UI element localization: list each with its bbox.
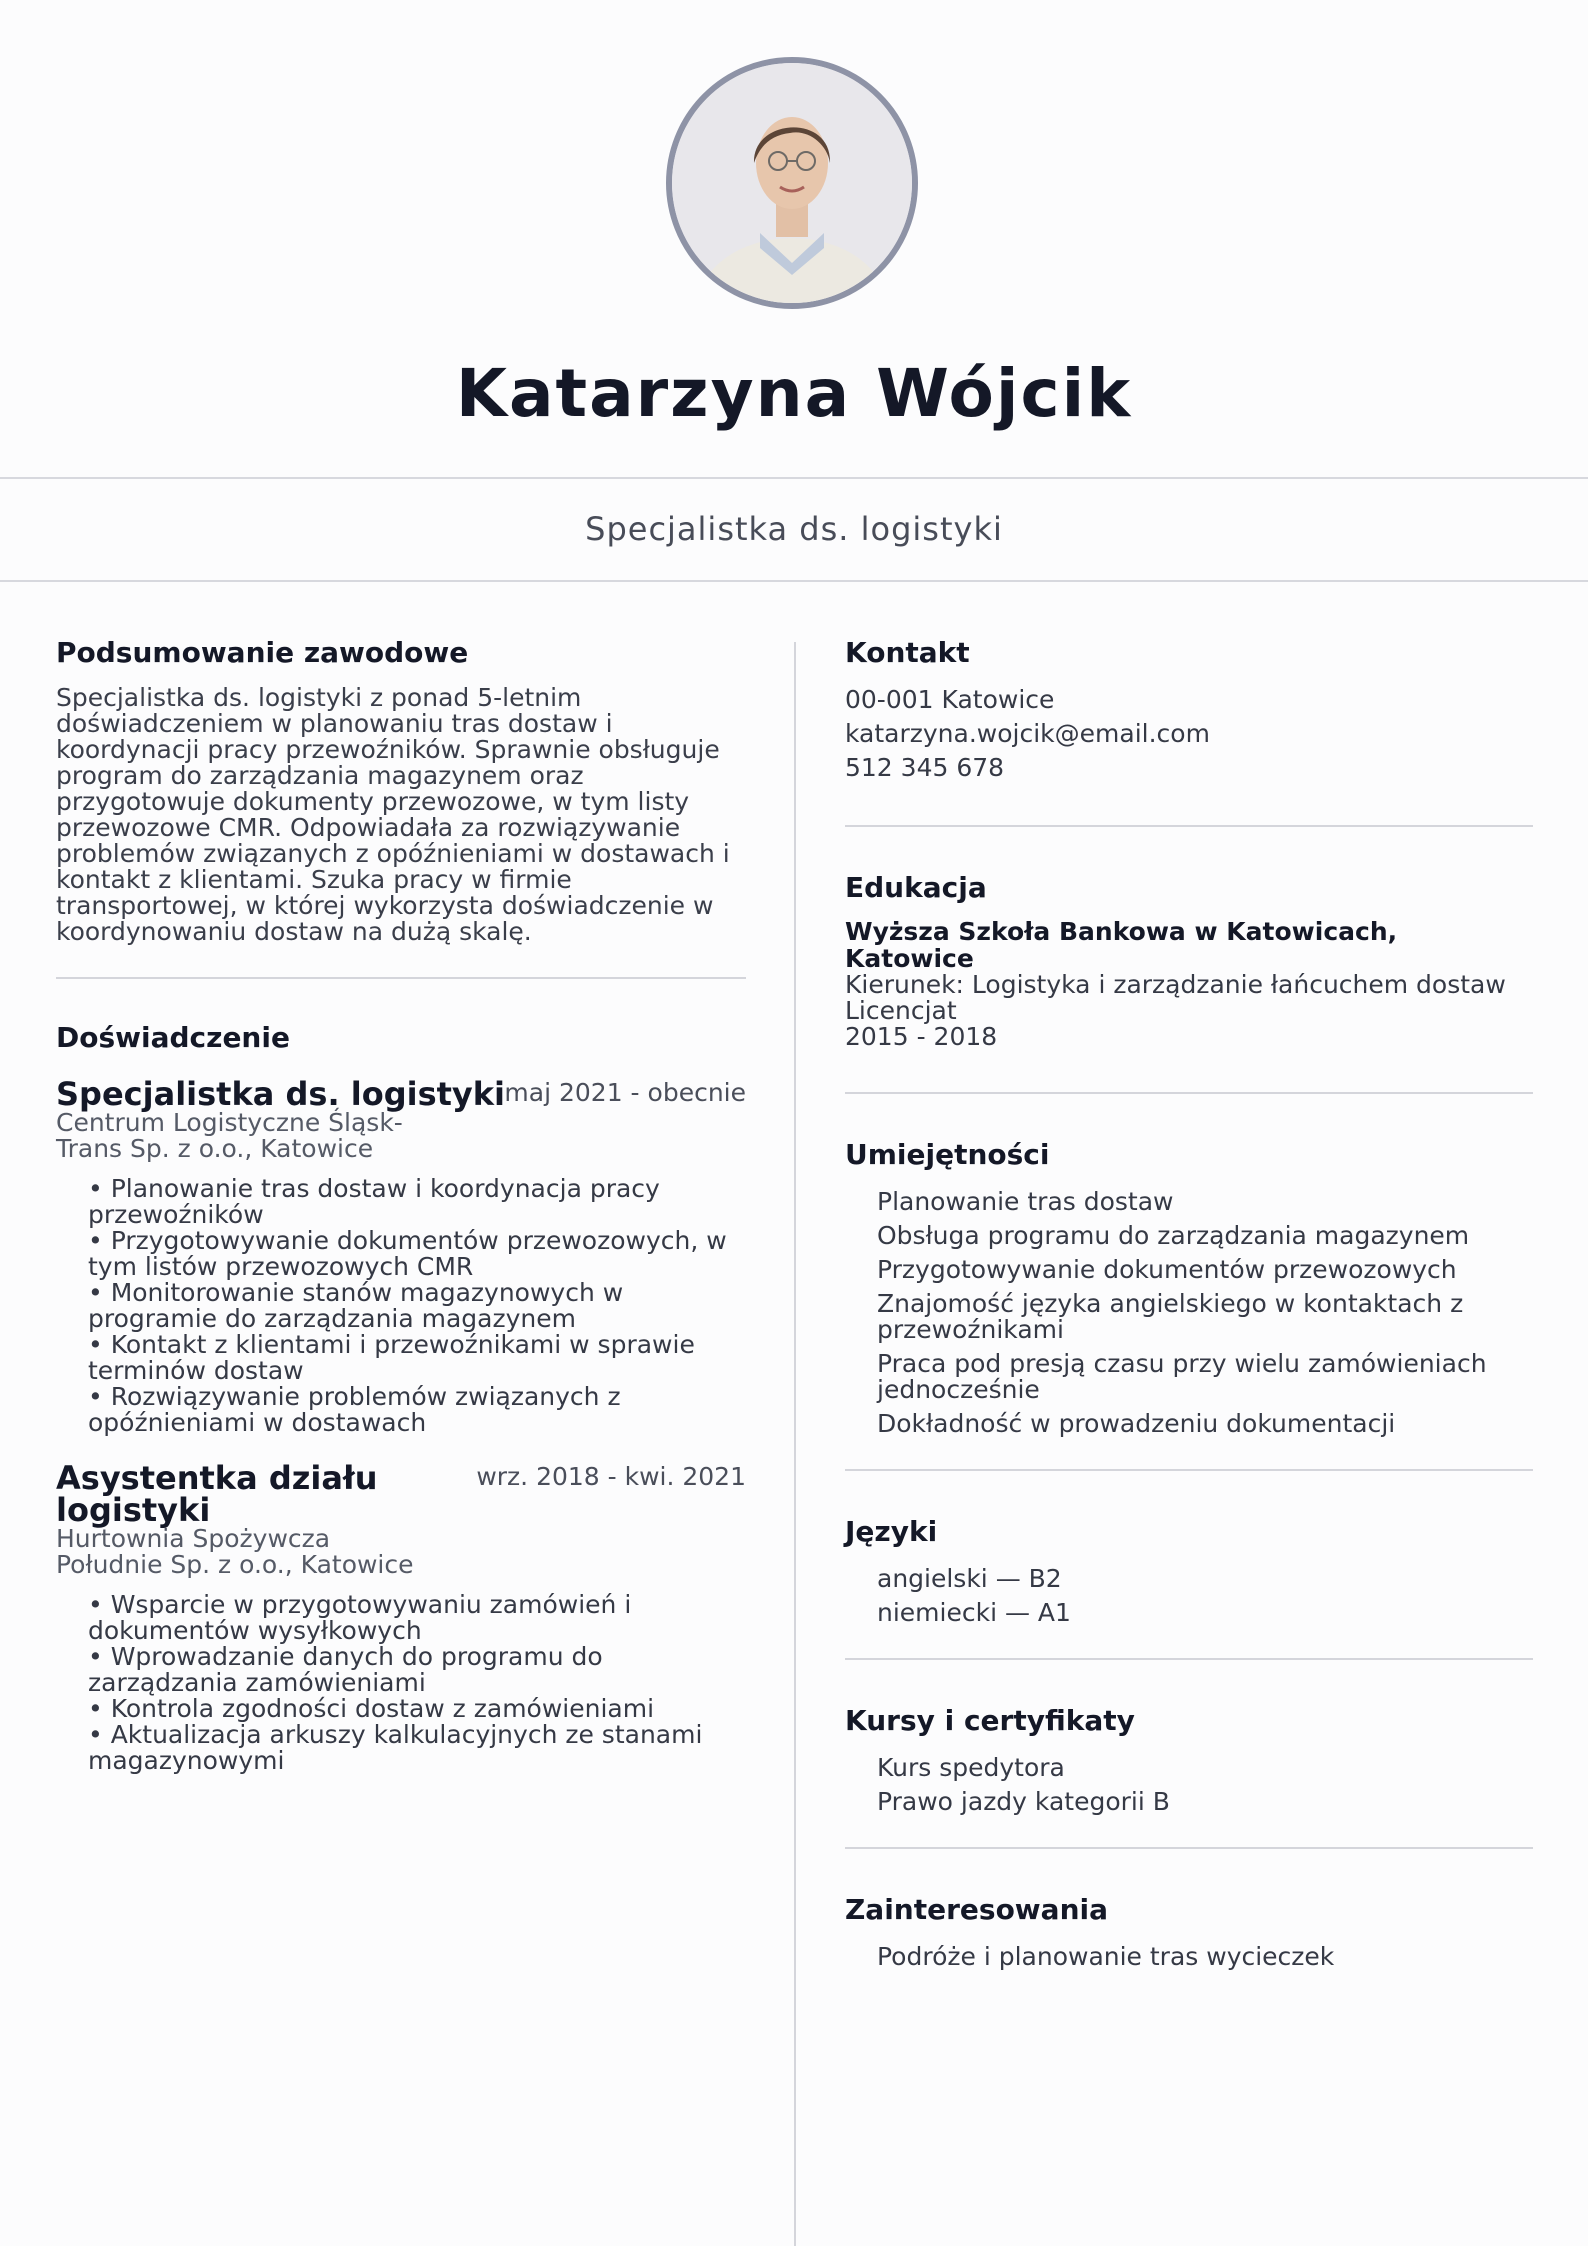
job-bullet: • Rozwiązywanie problemów związanych z opóźnieniami w dostawach bbox=[88, 1382, 621, 1437]
job-company-line: Trans Sp. z o.o., Katowice bbox=[56, 1134, 374, 1163]
course-item: Prawo jazdy kategorii B bbox=[877, 1787, 1170, 1816]
languages-heading: Języki bbox=[845, 1515, 938, 1548]
profile-photo bbox=[666, 57, 918, 309]
education-field: Kierunek: Logistyka i zarządzanie łańcuchem dostaw bbox=[845, 970, 1506, 999]
job-bullet: • Przygotowywanie dokumentów przewozowych, w tym listów przewozowych CMR bbox=[88, 1226, 727, 1281]
job-bullets bbox=[88, 1176, 746, 1436]
skill-item: Praca pod presją czasu przy wielu zamówieniach jednocześnie bbox=[877, 1349, 1487, 1404]
languages-list bbox=[877, 1566, 1533, 1626]
interests-heading: Zainteresowania bbox=[845, 1893, 1108, 1926]
job-company bbox=[56, 1526, 746, 1578]
job-bullets bbox=[88, 1592, 746, 1774]
job-entry bbox=[56, 1459, 746, 1775]
job-bullet: • Kontrola zgodności dostaw z zamówieniami bbox=[88, 1694, 655, 1723]
language-item: angielski — B2 bbox=[877, 1564, 1062, 1593]
job-title-subtitle: Specjalistka ds. logistyki bbox=[585, 510, 1003, 548]
job-entry bbox=[56, 1075, 746, 1437]
job-bullet: • Planowanie tras dostaw i koordynacja pracy przewoźników bbox=[88, 1174, 660, 1229]
skill-item: Obsługa programu do zarządzania magazynem bbox=[877, 1221, 1470, 1250]
skill-item: Znajomość języka angielskiego w kontaktach z przewoźnikami bbox=[877, 1289, 1464, 1344]
job-title-line: Asystentka działu bbox=[56, 1459, 378, 1497]
job-bullet: • Wprowadzanie danych do programu do zarządzania zamówieniami bbox=[88, 1642, 603, 1697]
job-company-line: Hurtownia Spożywcza bbox=[56, 1524, 331, 1553]
interests-list bbox=[877, 1944, 1533, 1970]
skill-item: Planowanie tras dostaw bbox=[877, 1187, 1174, 1216]
job-bullet: • Wsparcie w przygotowywaniu zamówień i dokumentów wysyłkowych bbox=[88, 1590, 632, 1645]
languages-separator bbox=[845, 1658, 1533, 1660]
experience-heading: Doświadczenie bbox=[56, 1021, 290, 1054]
job-bullet: • Monitorowanie stanów magazynowych w programie do zarządzania magazynem bbox=[88, 1278, 624, 1333]
job-company-line: Centrum Logistyczne Śląsk- bbox=[56, 1108, 403, 1137]
education-years: 2015 - 2018 bbox=[845, 1022, 998, 1051]
job-date: wrz. 2018 - kwi. 2021 bbox=[476, 1462, 746, 1491]
skills-list bbox=[877, 1189, 1533, 1437]
skill-item: Przygotowywanie dokumentów przewozowych bbox=[877, 1255, 1457, 1284]
job-title: Specjalistka ds. logistyki bbox=[56, 1075, 506, 1113]
education-heading: Edukacja bbox=[845, 871, 987, 904]
education-school: Wyższa Szkoła Bankowa w Katowicach, Katowice bbox=[845, 917, 1398, 973]
header-divider-top bbox=[0, 477, 1588, 479]
job-bullet: • Kontakt z klientami i przewoźnikami w sprawie terminów dostaw bbox=[88, 1330, 695, 1385]
courses-separator bbox=[845, 1847, 1533, 1849]
interest-item: Podróże i planowanie tras wycieczek bbox=[877, 1942, 1335, 1971]
education-degree: Licencjat bbox=[845, 996, 957, 1025]
contact-block bbox=[845, 683, 1533, 785]
contact-address: 00-001 Katowice bbox=[845, 685, 1055, 714]
summary-separator bbox=[56, 977, 746, 979]
education-entry bbox=[845, 918, 1533, 1050]
skills-heading: Umiejętności bbox=[845, 1138, 1050, 1171]
summary-text: Specjalistka ds. logistyki z ponad 5-letnim doświadczeniem w planowaniu tras dostaw i koordynacji pracy przewoźników. Sprawnie obsługuje program do zarządzania magazynem oraz przygotowuje dokumenty przewozowe, w tym listy przewozowe CMR. Odpowiadała za rozwiązywanie problemów związanych z opóźnieniami w dostawach i kontakt z klientami. Szuka pracy w firmie transportowej, w której wykorzysta doświadczenie w koordynowaniu dostaw na dużą skalę. bbox=[56, 683, 730, 946]
contact-heading: Kontakt bbox=[845, 636, 970, 669]
education-separator bbox=[845, 1092, 1533, 1094]
job-bullet: • Aktualizacja arkuszy kalkulacyjnych ze stanami magazynowymi bbox=[88, 1720, 703, 1775]
skills-separator bbox=[845, 1469, 1533, 1471]
job-date: maj 2021 - obecnie bbox=[504, 1078, 746, 1107]
contact-email[interactable]: katarzyna.wojcik@email.com bbox=[845, 719, 1210, 748]
profile-photo-illustration bbox=[672, 63, 912, 303]
header-divider-bottom bbox=[0, 580, 1588, 582]
right-column bbox=[845, 636, 1533, 1978]
column-divider bbox=[794, 642, 796, 2246]
contact-phone[interactable]: 512 345 678 bbox=[845, 753, 1005, 782]
skill-item: Dokładność w prowadzeniu dokumentacji bbox=[877, 1409, 1396, 1438]
courses-list bbox=[877, 1755, 1533, 1815]
candidate-name: Katarzyna Wójcik bbox=[455, 355, 1133, 432]
job-company-line: Południe Sp. z o.o., Katowice bbox=[56, 1550, 414, 1579]
contact-separator bbox=[845, 825, 1533, 827]
course-item: Kurs spedytora bbox=[877, 1753, 1065, 1782]
language-item: niemiecki — A1 bbox=[877, 1598, 1071, 1627]
courses-heading: Kursy i certyfikaty bbox=[845, 1704, 1135, 1737]
left-column bbox=[56, 636, 746, 1774]
summary-heading: Podsumowanie zawodowe bbox=[56, 636, 469, 669]
job-title-line: logistyki bbox=[56, 1491, 211, 1529]
job-company bbox=[56, 1110, 746, 1162]
